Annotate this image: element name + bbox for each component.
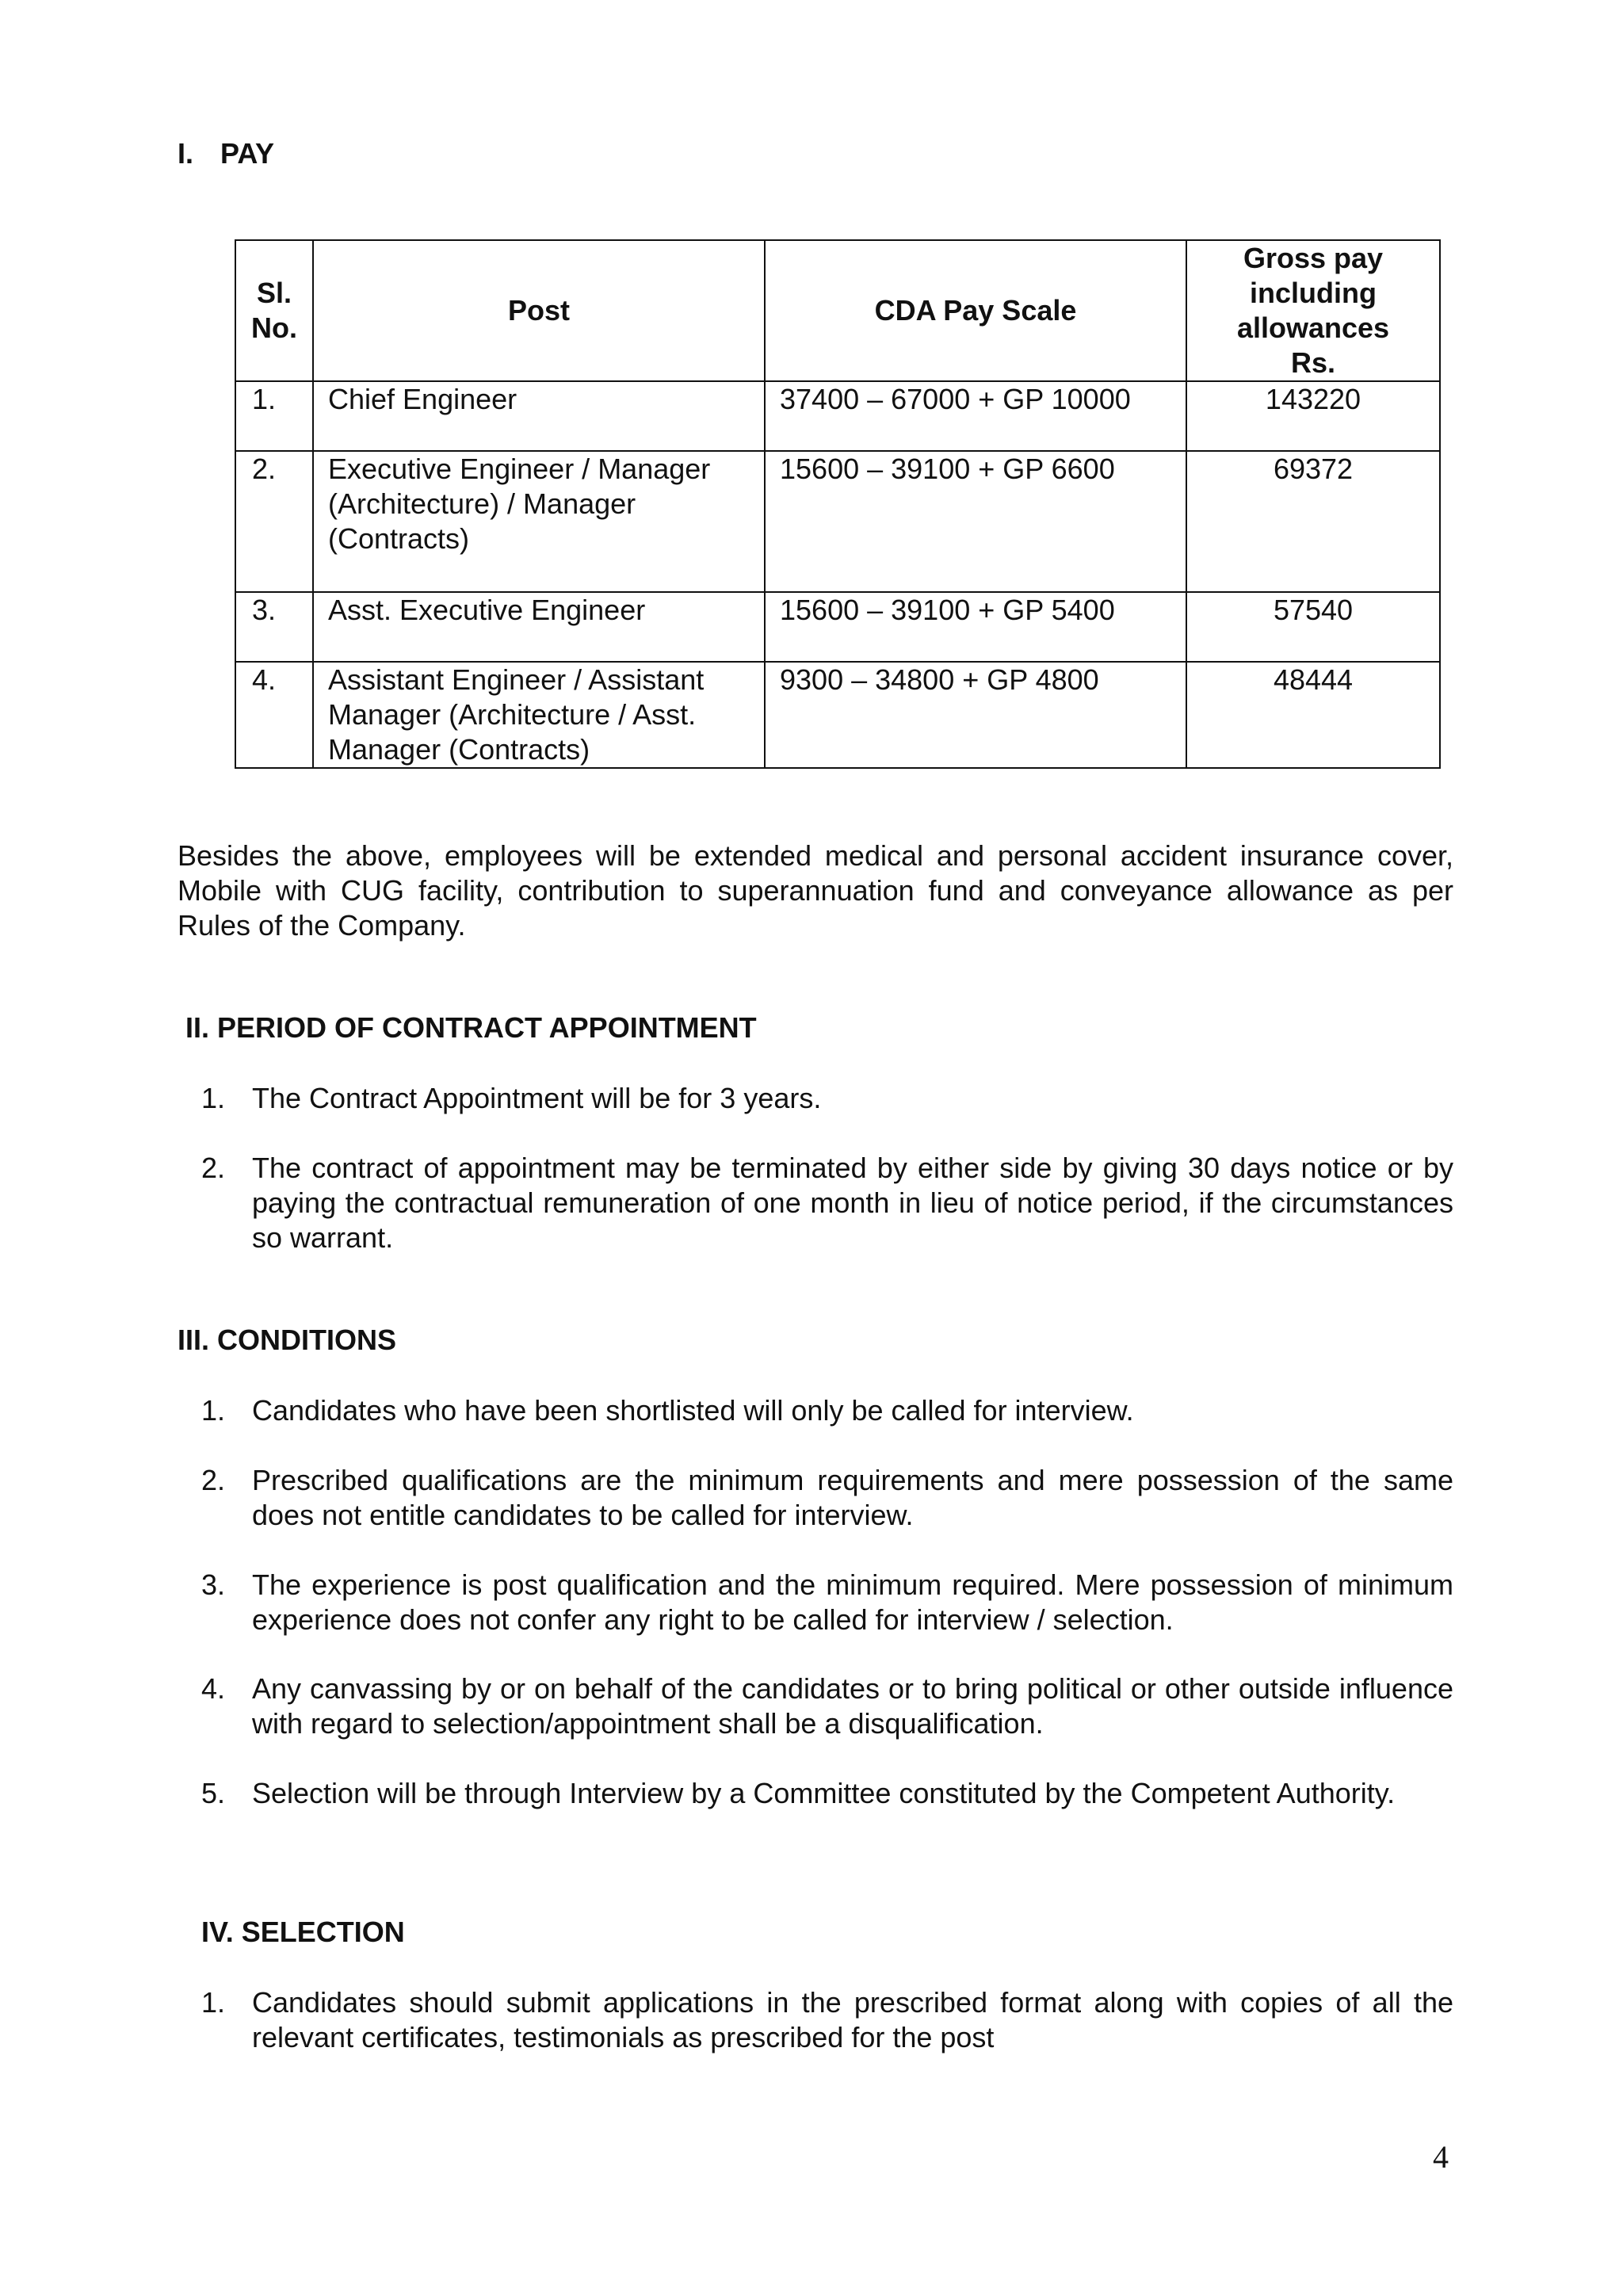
selection-item-number: 1. <box>201 1986 226 2019</box>
cell-gross-pay: 57540 <box>1186 592 1440 662</box>
section-period-heading: II. PERIOD OF CONTRACT APPOINTMENT <box>185 1011 757 1044</box>
pay-table <box>235 239 1441 769</box>
table-row <box>235 381 1440 451</box>
condition-item-number: 1. <box>201 1394 226 1427</box>
section-pay-heading <box>178 137 274 170</box>
condition-item-number: 3. <box>201 1568 226 1601</box>
cell-sl: 3. <box>235 592 313 662</box>
cell-gross-pay: 69372 <box>1186 451 1440 592</box>
period-item-number: 1. <box>201 1082 226 1114</box>
section-selection-heading: IV. SELECTION <box>201 1916 405 1948</box>
cell-post: Executive Engineer / Manager (Architecture) / Manager (Contracts) <box>313 451 765 592</box>
header-sl-no: Sl. No. <box>235 240 313 381</box>
cell-sl: 4. <box>235 662 313 768</box>
pay-table-header-row <box>235 240 1440 381</box>
condition-item-number: 5. <box>201 1777 226 1809</box>
period-item-number: 2. <box>201 1152 226 1184</box>
selection-item-text: Candidates should submit applications in the prescribed format along with copies of all the relevant certificates, testimonials as prescribed for the post <box>252 1986 1453 2053</box>
cell-post: Asst. Executive Engineer <box>313 592 765 662</box>
cell-post: Assistant Engineer / Assistant Manager (Architecture / Asst. Manager (Contracts) <box>313 662 765 768</box>
section-conditions-heading: III. CONDITIONS <box>178 1324 397 1356</box>
period-item-text: The contract of appointment may be terminated by either side by giving 30 days notice or by paying the contractual remuneration of one month in lieu of notice period, if the circumstances so warrant. <box>252 1152 1453 1254</box>
period-item-text: The Contract Appointment will be for 3 years. <box>252 1082 822 1114</box>
cell-pay-scale: 15600 – 39100 + GP 6600 <box>765 451 1186 592</box>
table-row <box>235 592 1440 662</box>
table-row <box>235 451 1440 592</box>
page-number: 4 <box>1433 2139 1449 2175</box>
cell-pay-scale: 15600 – 39100 + GP 5400 <box>765 592 1186 662</box>
cell-gross-pay: 143220 <box>1186 381 1440 451</box>
cell-post: Chief Engineer <box>313 381 765 451</box>
cell-pay-scale: 37400 – 67000 + GP 10000 <box>765 381 1186 451</box>
table-row <box>235 662 1440 768</box>
header-post: Post <box>313 240 765 381</box>
cell-sl: 1. <box>235 381 313 451</box>
cell-sl: 2. <box>235 451 313 592</box>
header-pay-scale: CDA Pay Scale <box>765 240 1186 381</box>
condition-item-text: The experience is post qualification and the minimum required. Mere possession of minimum experience does not confer any right to be called for interview / selection. <box>252 1568 1453 1636</box>
cell-gross-pay: 48444 <box>1186 662 1440 768</box>
condition-item-text: Selection will be through Interview by a Committee constituted by the Competent Authority. <box>252 1777 1396 1809</box>
condition-item-number: 2. <box>201 1464 226 1496</box>
cell-pay-scale: 9300 – 34800 + GP 4800 <box>765 662 1186 768</box>
section-pay-title: PAY <box>220 137 275 170</box>
header-gross-pay: Gross pay including allowances Rs. <box>1186 240 1440 381</box>
condition-item-number: 4. <box>201 1672 226 1705</box>
condition-item-text: Candidates who have been shortlisted will only be called for interview. <box>252 1394 1134 1427</box>
condition-item-text: Prescribed qualifications are the minimum requirements and mere possession of the same does not entitle candidates to be called for interview. <box>252 1464 1453 1531</box>
benefits-paragraph: Besides the above, employees will be extended medical and personal accident insurance cover, Mobile with CUG facility, contribution to superannuation fund and conveyance allowance as per Rules of the Company. <box>178 839 1453 942</box>
section-pay-number: I. <box>178 137 194 170</box>
condition-item-text: Any canvassing by or on behalf of the candidates or to bring political or other outside influence with regard to selection/appointment shall be a disqualification. <box>252 1672 1453 1740</box>
